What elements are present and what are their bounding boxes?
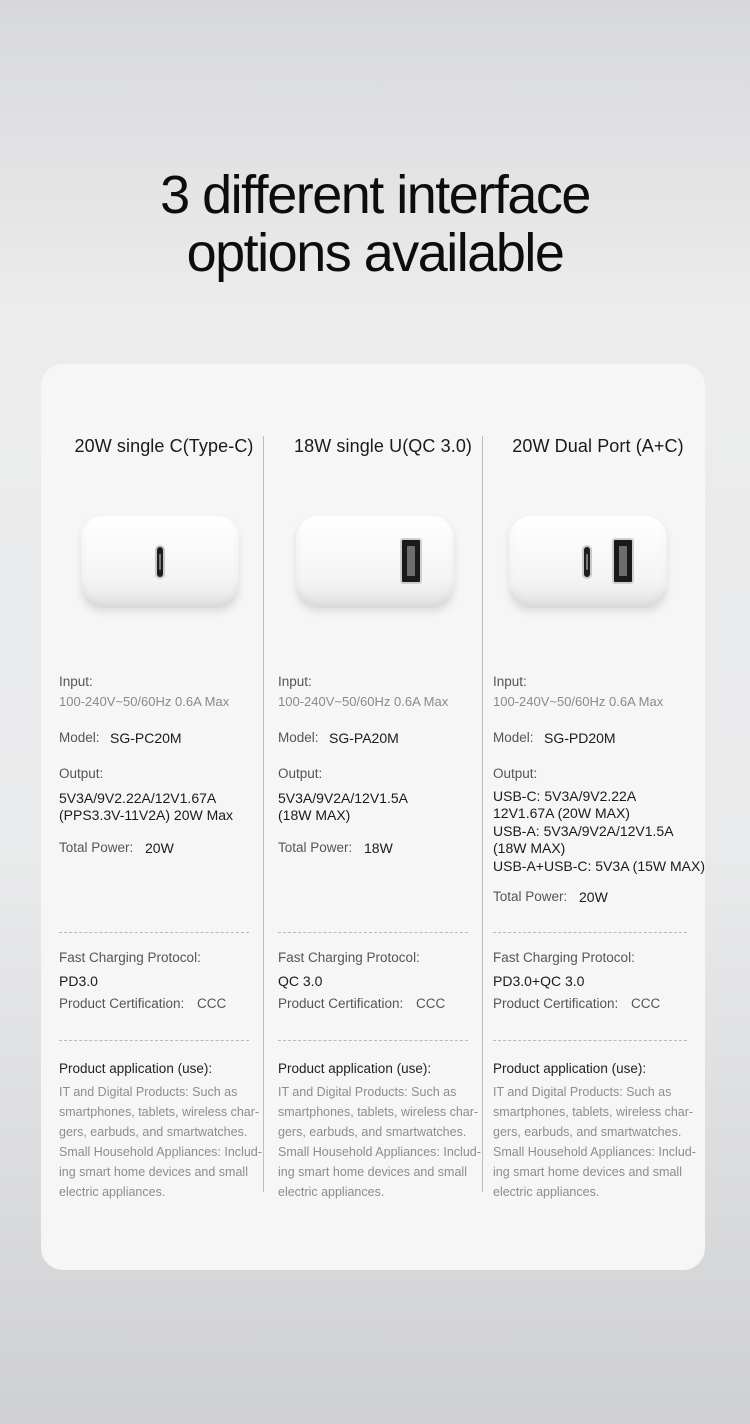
dashed-divider bbox=[493, 932, 687, 933]
description-line: smartphones, tablets, wireless char- bbox=[493, 1105, 694, 1119]
protocol-label: Fast Charging Protocol: bbox=[493, 950, 635, 965]
input-label: Input: bbox=[59, 674, 93, 689]
dashed-divider bbox=[278, 932, 468, 933]
input-value: 100-240V~50/60Hz 0.6A Max bbox=[278, 694, 449, 709]
product-column-1 bbox=[59, 364, 269, 1270]
description-line: Small Household Appliances: Includ- bbox=[278, 1145, 481, 1159]
description-line: Small Household Appliances: Includ- bbox=[493, 1145, 696, 1159]
output-label: Output: bbox=[59, 766, 104, 781]
description-line: ing smart home devices and small bbox=[278, 1165, 467, 1179]
description-line: gers, earbuds, and smartwatches. bbox=[278, 1125, 467, 1139]
model-label: Model: bbox=[59, 730, 100, 745]
comparison-card bbox=[41, 364, 705, 1270]
input-label: Input: bbox=[493, 674, 527, 689]
output-line: USB-A+USB-C: 5V3A (15W MAX) bbox=[493, 858, 706, 874]
description-line: ing smart home devices and small bbox=[493, 1165, 682, 1179]
product-column-3 bbox=[493, 364, 706, 1270]
charger-image-usb-a bbox=[296, 516, 454, 608]
dashed-divider bbox=[493, 1040, 687, 1041]
protocol-value: PD3.0 bbox=[59, 973, 98, 989]
usb-a-port-icon bbox=[400, 538, 422, 584]
headline-line-2: options available bbox=[186, 223, 564, 283]
certification-value: CCC bbox=[416, 996, 446, 1011]
description-line: IT and Digital Products: Such as bbox=[59, 1085, 238, 1099]
usb-c-port-icon bbox=[155, 545, 165, 579]
total-power-label: Total Power: bbox=[59, 840, 134, 855]
output-line: (PPS3.3V-11V2A) 20W Max bbox=[59, 807, 234, 823]
description-line: gers, earbuds, and smartwatches. bbox=[493, 1125, 682, 1139]
model-label: Model: bbox=[278, 730, 319, 745]
application-description bbox=[59, 1082, 264, 1202]
charger-image-dual-port bbox=[509, 516, 667, 608]
description-line: electric appliances. bbox=[278, 1185, 385, 1199]
page-headline bbox=[0, 166, 750, 282]
description-line: Small Household Appliances: Includ- bbox=[59, 1145, 262, 1159]
dashed-divider bbox=[59, 1040, 249, 1041]
application-label: Product application (use): bbox=[278, 1061, 432, 1076]
charger-image-type-c bbox=[81, 516, 239, 608]
description-line: gers, earbuds, and smartwatches. bbox=[59, 1125, 248, 1139]
output-line: (18W MAX) bbox=[278, 807, 351, 823]
application-label: Product application (use): bbox=[59, 1061, 213, 1076]
product-title: 18W single U(QC 3.0) bbox=[293, 436, 473, 456]
dashed-divider bbox=[59, 932, 249, 933]
product-title: 20W single C(Type-C) bbox=[74, 436, 254, 456]
dashed-divider bbox=[278, 1040, 468, 1041]
certification-label: Product Certification: bbox=[59, 996, 185, 1011]
model-value: SG-PC20M bbox=[110, 730, 182, 746]
protocol-label: Fast Charging Protocol: bbox=[278, 950, 420, 965]
input-value: 100-240V~50/60Hz 0.6A Max bbox=[59, 694, 230, 709]
model-label: Model: bbox=[493, 730, 534, 745]
application-label: Product application (use): bbox=[493, 1061, 647, 1076]
model-value: SG-PA20M bbox=[329, 730, 399, 746]
description-line: electric appliances. bbox=[59, 1185, 166, 1199]
description-line: ing smart home devices and small bbox=[59, 1165, 248, 1179]
certification-value: CCC bbox=[197, 996, 227, 1011]
product-title: 20W Dual Port (A+C) bbox=[512, 436, 684, 456]
application-description bbox=[278, 1082, 483, 1202]
output-line: USB-A: 5V3A/9V2A/12V1.5A bbox=[493, 823, 674, 839]
description-line: smartphones, tablets, wireless char- bbox=[278, 1105, 479, 1119]
product-column-2 bbox=[278, 364, 488, 1270]
input-label: Input: bbox=[278, 674, 312, 689]
protocol-value: QC 3.0 bbox=[278, 973, 323, 989]
description-line: IT and Digital Products: Such as bbox=[278, 1085, 457, 1099]
total-power-label: Total Power: bbox=[493, 889, 568, 904]
model-value: SG-PD20M bbox=[544, 730, 616, 746]
certification-value: CCC bbox=[631, 996, 661, 1011]
certification-label: Product Certification: bbox=[278, 996, 404, 1011]
output-label: Output: bbox=[278, 766, 323, 781]
total-power-value: 20W bbox=[579, 889, 608, 905]
total-power-value: 20W bbox=[145, 840, 174, 856]
description-line: smartphones, tablets, wireless char- bbox=[59, 1105, 260, 1119]
description-line: electric appliances. bbox=[493, 1185, 600, 1199]
protocol-label: Fast Charging Protocol: bbox=[59, 950, 201, 965]
output-line: USB-C: 5V3A/9V2.22A bbox=[493, 788, 637, 804]
output-line: (18W MAX) bbox=[493, 840, 566, 856]
protocol-value: PD3.0+QC 3.0 bbox=[493, 973, 585, 989]
output-line: 12V1.67A (20W MAX) bbox=[493, 805, 630, 821]
headline-line-1: 3 different interface bbox=[160, 165, 590, 225]
output-label: Output: bbox=[493, 766, 538, 781]
application-description bbox=[493, 1082, 698, 1202]
certification-label: Product Certification: bbox=[493, 996, 619, 1011]
input-value: 100-240V~50/60Hz 0.6A Max bbox=[493, 694, 664, 709]
usb-a-port-icon bbox=[612, 538, 634, 584]
output-line: 5V3A/9V2.22A/12V1.67A bbox=[59, 790, 217, 806]
usb-c-port-icon bbox=[582, 545, 592, 579]
total-power-value: 18W bbox=[364, 840, 393, 856]
output-line: 5V3A/9V2A/12V1.5A bbox=[278, 790, 408, 806]
total-power-label: Total Power: bbox=[278, 840, 353, 855]
description-line: IT and Digital Products: Such as bbox=[493, 1085, 672, 1099]
